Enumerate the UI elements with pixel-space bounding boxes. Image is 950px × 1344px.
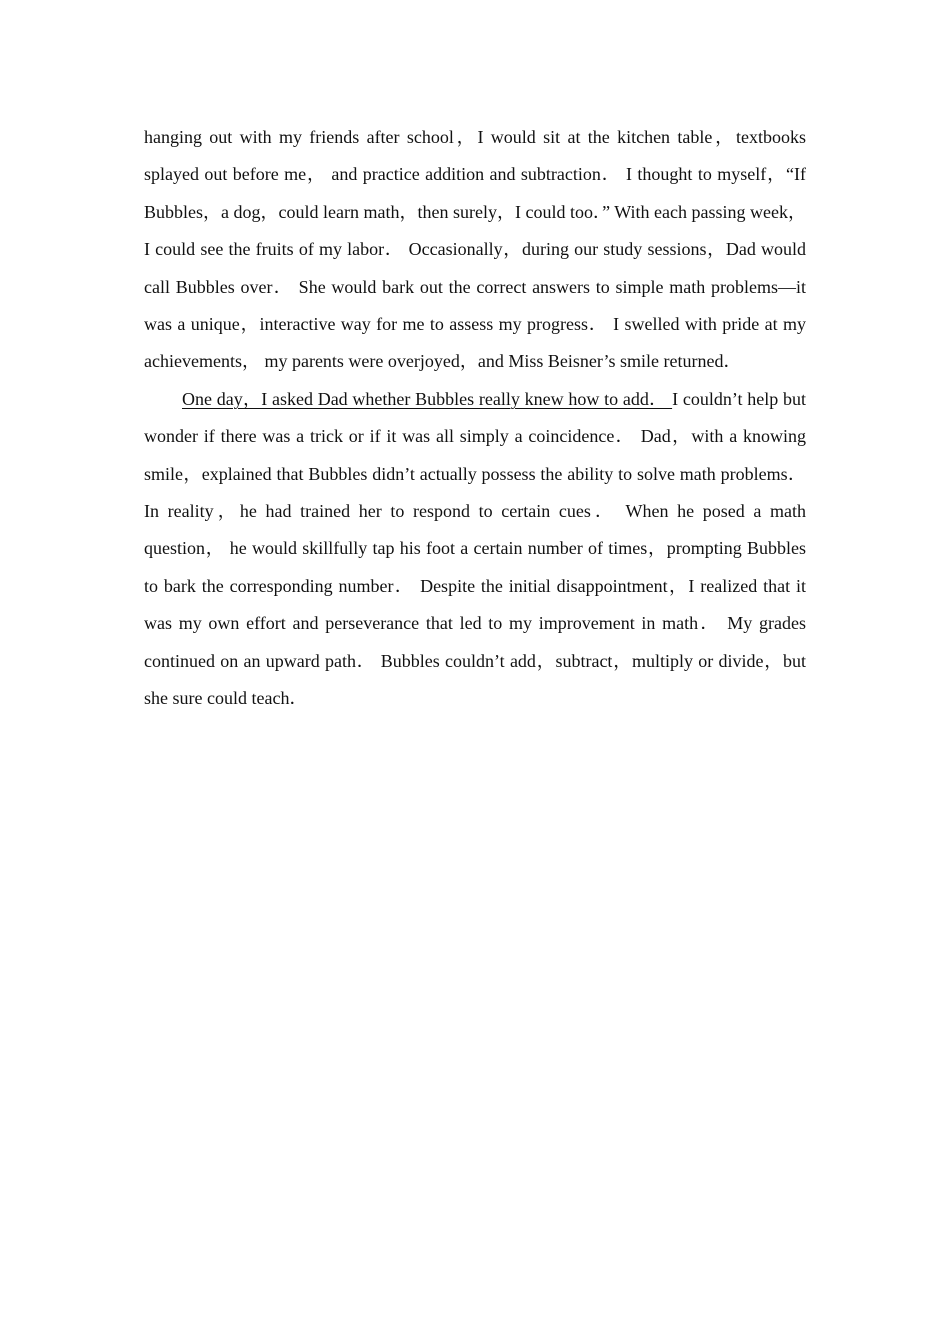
paragraph-2	[144, 381, 806, 718]
paragraph-1: hanging out with my friends after school，I would sit at the kitchen table，textbooks splayed out before me， and practice addition and subtraction． I thought to myself，“If Bubbles，a dog，could learn math，then surely，I could too．” With each passing week，I could see the fruits of my labor． Occasionally，during our study sessions，Dad would call Bubbles over． She would bark out the correct answers to simple math problems—it was a unique，interactive way for me to assess my progress． I swelled with pride at my achievements， my parents were overjoyed，and Miss Beisner’s smile returned．	[144, 127, 806, 372]
underlined-sentence: One day，I asked Dad whether Bubbles really knew how to add．	[182, 388, 673, 409]
body-text	[144, 119, 806, 718]
paragraph-2-text: I couldn’t help but wonder if there was a trick or if it was all simply a coincidence． Dad，with a knowing smile，explained that Bubbles didn’t actually possess the ability to solve math problems． In reality，he had trained her to respond to certain cues． When he posed a math question， he would skillfully tap his foot a certain number of times，prompting Bubbles to bark the corresponding number． Despite the initial disappointment，I realized that it was my own effort and perseverance that led to my improvement in math． My grades continued on an upward path． Bubbles couldn’t add，subtract，multiply or divide，but she sure could teach．	[144, 388, 806, 709]
